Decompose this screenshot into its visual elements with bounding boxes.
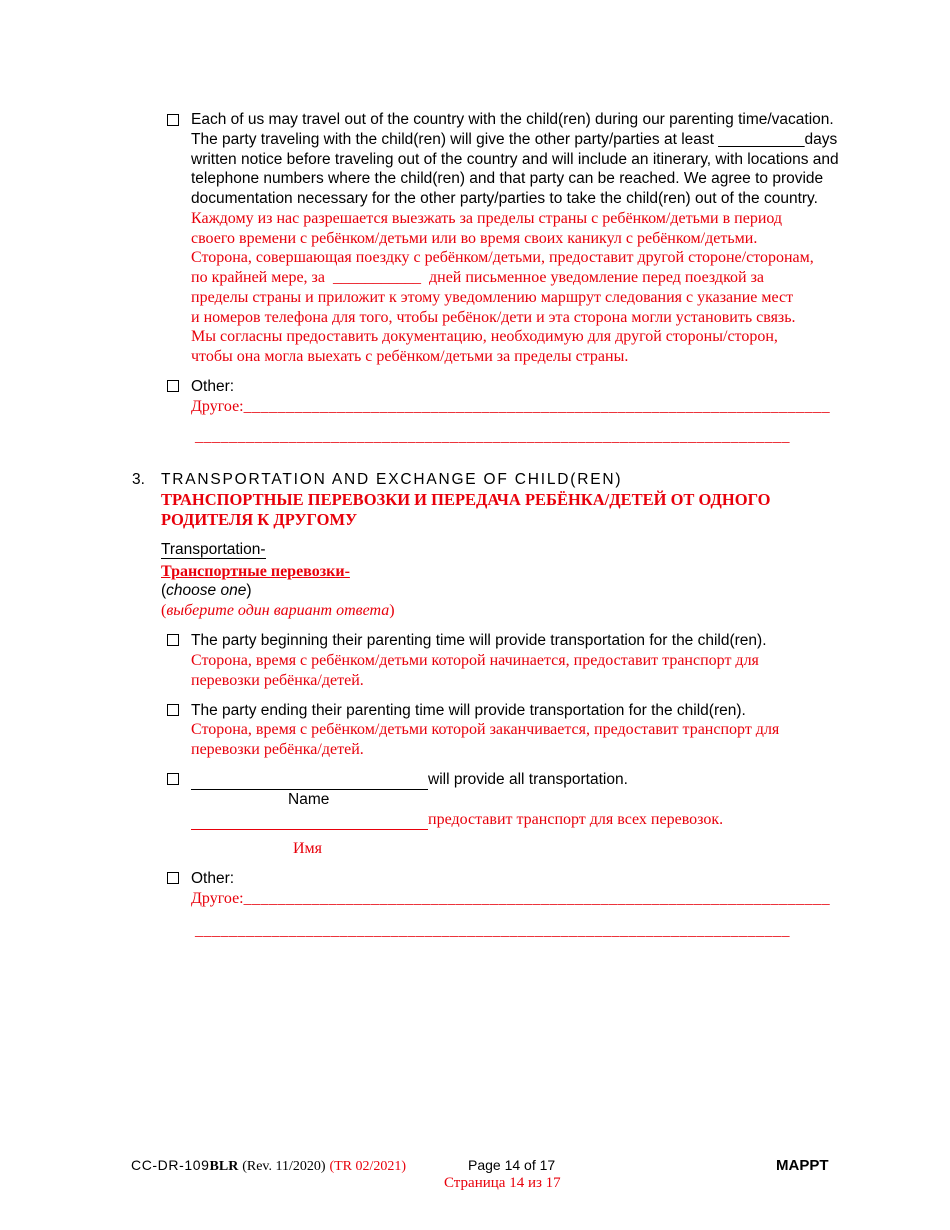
- section-title-en: TRANSPORTATION AND EXCHANGE OF CHILD(REN): [161, 471, 623, 488]
- other-input-line-1b[interactable]: ______________________________________________________________________: [195, 428, 790, 445]
- named-party-en: will provide all transportation.: [191, 770, 628, 790]
- choose-one-en: (choose one): [161, 582, 252, 599]
- beginning-option-en: The party beginning their parenting time will provide transportation for the child(ren).: [191, 632, 767, 649]
- ru-days-notice-blank[interactable]: ___________: [332, 269, 421, 286]
- other-input-line-2b[interactable]: ______________________________________________________________________: [195, 922, 790, 939]
- other-input-line-1a[interactable]: _____________________________________________________________________: [243, 398, 831, 415]
- name-input-en[interactable]: [191, 771, 428, 790]
- name-caption-ru: Имя: [293, 840, 323, 857]
- footer-form-id: CC-DR-109BLR (Rev. 11/2020) (TR 02/2021): [131, 1157, 407, 1174]
- other-input-line-2a[interactable]: _____________________________________________________________________: [243, 890, 831, 907]
- ending-option-ru-1: Сторона, время с ребёнком/детьми которой заканчивается, предоставит транспорт для: [191, 721, 780, 738]
- named-party-checkbox[interactable]: [167, 773, 179, 785]
- other-label-en-1: Other:: [191, 378, 235, 395]
- travel-out-of-country-checkbox[interactable]: [167, 114, 179, 126]
- other-checkbox-1[interactable]: [167, 380, 179, 392]
- footer-page-en: Page 14 of 17: [468, 1157, 556, 1173]
- name-caption-en: Name: [288, 791, 330, 808]
- name-input-ru[interactable]: [191, 811, 428, 830]
- travel-ru-line-4: по крайней мере, за ___________ дней письменное уведомление перед поездкой за: [191, 269, 765, 286]
- other-label-en-2: Other:: [191, 870, 235, 887]
- travel-ru-line-2: своего времени с ребёнком/детьми или во время своих каникул с ребёнком/детьми.: [191, 230, 758, 247]
- travel-ru-line-5: пределы страны и приложит к этому уведомлению маршрут следования с указание мест: [191, 289, 794, 306]
- choose-one-ru: (выберите один вариант ответа): [161, 602, 395, 619]
- ending-option-ru-2: перевозки ребёнка/детей.: [191, 741, 364, 758]
- section-title-ru-2: РОДИТЕЛЯ К ДРУГОМУ: [161, 510, 358, 529]
- transportation-label-ru: Транспортные перевозки-: [161, 563, 350, 580]
- other-label-ru-2: Другое:_____________________________________________________________________: [191, 890, 831, 907]
- beginning-option-ru-2: перевозки ребёнка/детей.: [191, 672, 364, 689]
- other-checkbox-2[interactable]: [167, 872, 179, 884]
- travel-ru-line-3: Сторона, совершающая поездку с ребёнком/детьми, предоставит другой стороне/сторонам,: [191, 249, 814, 266]
- days-notice-blank[interactable]: __________: [718, 131, 805, 148]
- travel-ru-line-6: и номеров телефона для того, чтобы ребёнок/дети и эта сторона могли установить связь.: [191, 309, 796, 326]
- other-label-ru-1: Другое:_____________________________________________________________________: [191, 398, 831, 415]
- section-title-ru-1: ТРАНСПОРТНЫЕ ПЕРЕВОЗКИ И ПЕРЕДАЧА РЕБЁНКА/ДЕТЕЙ ОТ ОДНОГО: [161, 490, 771, 509]
- travel-en-line-4: telephone numbers where the child(ren) and that party can be reached. We agree to provide: [191, 170, 824, 187]
- transportation-label-en: Transportation-: [161, 541, 266, 558]
- travel-en-line-2: The party traveling with the child(ren) will give the other party/parties at least __________days: [191, 131, 838, 148]
- ending-option-en: The party ending their parenting time will provide transportation for the child(ren).: [191, 702, 746, 719]
- footer-page-ru: Страница 14 из 17: [444, 1175, 561, 1191]
- named-party-ru: предоставит транспорт для всех перевозок.: [191, 810, 723, 830]
- footer-org: MAPPT: [776, 1157, 829, 1174]
- beginning-party-checkbox[interactable]: [167, 634, 179, 646]
- travel-ru-line-7: Мы согласны предоставить документацию, необходимую для другой стороны/сторон,: [191, 328, 778, 345]
- travel-en-line-5: documentation necessary for the other party/parties to take the child(ren) out of the country.: [191, 190, 818, 207]
- beginning-option-ru-1: Сторона, время с ребёнком/детьми которой начинается, предоставит транспорт для: [191, 652, 759, 669]
- ending-party-checkbox[interactable]: [167, 704, 179, 716]
- travel-ru-line-8: чтобы она могла выехать с ребёнком/детьми за пределы страны.: [191, 348, 629, 365]
- travel-ru-line-1: Каждому из нас разрешается выезжать за пределы страны с ребёнком/детьми в период: [191, 210, 783, 227]
- section-number: 3.: [132, 471, 145, 488]
- travel-en-line-1: Each of us may travel out of the country with the child(ren) during our parenting time/vacation.: [191, 111, 834, 128]
- travel-en-line-3: written notice before traveling out of the country and will include an itinerary, with locations and: [191, 151, 839, 168]
